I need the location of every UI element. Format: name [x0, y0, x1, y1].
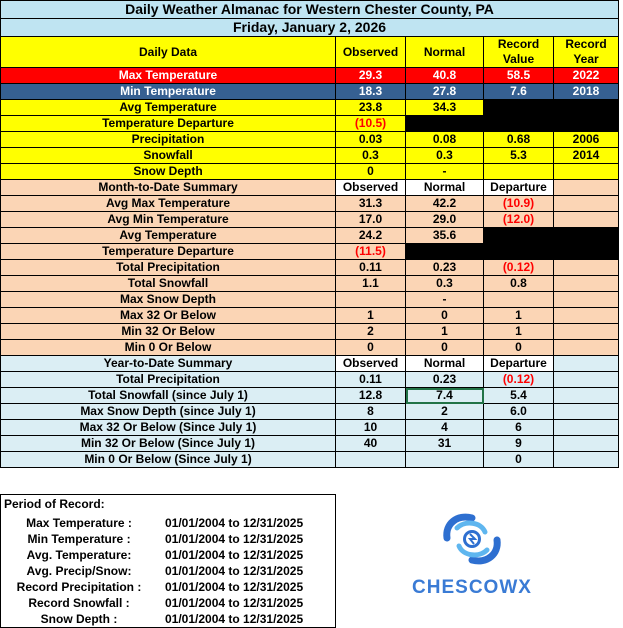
blank-cell — [484, 100, 554, 116]
daily-row-snowdepth — [1, 164, 619, 180]
mtd-header-observed: Observed — [336, 180, 406, 196]
mtd-label: Temperature Departure — [1, 244, 336, 260]
daily-label: Temperature Departure — [1, 116, 336, 132]
blank-cell — [554, 212, 619, 228]
daily-record-value: 0.68 — [484, 132, 554, 148]
mtd-departure — [484, 292, 554, 308]
daily-row-max — [1, 68, 619, 84]
blank-cell — [406, 116, 484, 132]
blank-cell — [554, 452, 619, 468]
daily-normal: 27.8 — [406, 84, 484, 100]
blank-cell — [554, 196, 619, 212]
ytd-observed: 10 — [336, 420, 406, 436]
period-of-record-row — [1, 595, 335, 611]
blank-cell — [554, 164, 619, 180]
blank-cell — [554, 228, 619, 244]
mtd-row — [1, 292, 619, 308]
period-of-record-row — [1, 579, 335, 595]
mtd-normal: 0 — [406, 340, 484, 356]
blank-cell — [554, 116, 619, 132]
blank-cell — [554, 260, 619, 276]
period-label: Max Temperature : — [26, 516, 132, 530]
mtd-observed: 0.11 — [336, 260, 406, 276]
daily-record-value: 7.6 — [484, 84, 554, 100]
ytd-normal: 0.23 — [406, 372, 484, 388]
mtd-normal: 29.0 — [406, 212, 484, 228]
mtd-departure: 1 — [484, 308, 554, 324]
mtd-label: Max Snow Depth — [1, 292, 336, 308]
date-title: Friday, January 2, 2026 — [1, 19, 619, 37]
blank-cell — [484, 164, 554, 180]
ytd-normal — [406, 452, 484, 468]
blank-cell — [554, 324, 619, 340]
mtd-label: Total Snowfall — [1, 276, 336, 292]
ytd-departure: 0 — [484, 452, 554, 468]
mtd-observed: 0 — [336, 340, 406, 356]
daily-record-year: 2014 — [554, 148, 619, 164]
daily-header-record-year: Record Year — [554, 37, 619, 68]
chescowx-logo — [372, 508, 572, 598]
ytd-label: Total Snowfall (since July 1) — [1, 388, 336, 404]
blank-cell — [554, 100, 619, 116]
ytd-row — [1, 388, 619, 404]
mtd-departure: 0.8 — [484, 276, 554, 292]
ytd-normal: 2 — [406, 404, 484, 420]
ytd-normal: 31 — [406, 436, 484, 452]
daily-row-departure — [1, 116, 619, 132]
blank-cell — [484, 244, 554, 260]
daily-normal: 0.08 — [406, 132, 484, 148]
period-label: Snow Depth : — [40, 612, 118, 626]
mtd-observed: 1.1 — [336, 276, 406, 292]
daily-observed: 0.03 — [336, 132, 406, 148]
daily-header-label: Daily Data — [1, 37, 336, 68]
daily-label: Max Temperature — [1, 68, 336, 84]
period-label: Min Temperature : — [27, 532, 131, 546]
daily-observed: (10.5) — [336, 116, 406, 132]
mtd-observed: (11.5) — [336, 244, 406, 260]
mtd-normal: - — [406, 292, 484, 308]
mtd-label: Max 32 Or Below — [1, 308, 336, 324]
ytd-row — [1, 372, 619, 388]
mtd-departure: (10.9) — [484, 196, 554, 212]
period-label: Record Snowfall : — [28, 596, 130, 610]
ytd-observed: 40 — [336, 436, 406, 452]
ytd-label: Min 0 Or Below (Since July 1) — [1, 452, 336, 468]
daily-normal: 34.3 — [406, 100, 484, 116]
daily-normal: 40.8 — [406, 68, 484, 84]
daily-normal: - — [406, 164, 484, 180]
daily-row-snowfall — [1, 148, 619, 164]
mtd-header-label: Month-to-Date Summary — [1, 180, 336, 196]
ytd-normal[interactable]: 7.4 — [406, 388, 484, 404]
page-title: Daily Weather Almanac for Western Chester County, PA — [1, 1, 619, 19]
ytd-header-departure: Departure — [484, 356, 554, 372]
blank-cell — [554, 340, 619, 356]
daily-observed: 0.3 — [336, 148, 406, 164]
mtd-header-normal: Normal — [406, 180, 484, 196]
ytd-observed — [336, 452, 406, 468]
blank-cell — [554, 292, 619, 308]
daily-label: Precipitation — [1, 132, 336, 148]
blank-cell — [484, 228, 554, 244]
blank-cell — [554, 404, 619, 420]
period-of-record-row — [1, 515, 335, 531]
daily-label: Min Temperature — [1, 84, 336, 100]
period-range: 01/01/2004 to 12/31/2025 — [165, 580, 304, 594]
period-of-record-title: Period of Record: — [4, 497, 105, 511]
mtd-normal: 0.3 — [406, 276, 484, 292]
mtd-row — [1, 308, 619, 324]
mtd-observed: 1 — [336, 308, 406, 324]
mtd-departure: (12.0) — [484, 212, 554, 228]
period-of-record-row — [1, 547, 335, 563]
ytd-label: Total Precipitation — [1, 372, 336, 388]
mtd-label: Avg Temperature — [1, 228, 336, 244]
ytd-header-normal: Normal — [406, 356, 484, 372]
mtd-normal: 1 — [406, 324, 484, 340]
blank-cell — [484, 116, 554, 132]
ytd-label: Max Snow Depth (since July 1) — [1, 404, 336, 420]
mtd-label: Min 32 Or Below — [1, 324, 336, 340]
ytd-departure: (0.12) — [484, 372, 554, 388]
blank-cell — [554, 436, 619, 452]
period-label: Avg. Precip/Snow: — [26, 564, 132, 578]
blank-cell — [554, 244, 619, 260]
daily-label: Avg Temperature — [1, 100, 336, 116]
blank-cell — [554, 356, 619, 372]
period-range: 01/01/2004 to 12/31/2025 — [165, 548, 304, 562]
mtd-row — [1, 340, 619, 356]
mtd-normal: 35.6 — [406, 228, 484, 244]
ytd-label: Min 32 Or Below (Since July 1) — [1, 436, 336, 452]
ytd-header-label: Year-to-Date Summary — [1, 356, 336, 372]
period-of-record-row — [1, 531, 335, 547]
mtd-row — [1, 244, 619, 260]
ytd-row — [1, 420, 619, 436]
period-range: 01/01/2004 to 12/31/2025 — [165, 564, 304, 578]
period-label: Avg. Temperature: — [26, 548, 132, 562]
mtd-row — [1, 260, 619, 276]
mtd-normal: 0 — [406, 308, 484, 324]
period-range: 01/01/2004 to 12/31/2025 — [165, 596, 304, 610]
ytd-observed: 8 — [336, 404, 406, 420]
blank-cell — [554, 372, 619, 388]
ytd-header-observed: Observed — [336, 356, 406, 372]
mtd-row — [1, 212, 619, 228]
daily-header-record-value: Record Value — [484, 37, 554, 68]
daily-row-avg — [1, 100, 619, 116]
ytd-label: Max 32 Or Below (Since July 1) — [1, 420, 336, 436]
daily-observed: 18.3 — [336, 84, 406, 100]
daily-header-row — [1, 37, 619, 68]
daily-label: Snow Depth — [1, 164, 336, 180]
daily-header-normal: Normal — [406, 37, 484, 68]
hurricane-icon — [437, 508, 507, 570]
period-of-record-row — [1, 563, 335, 579]
mtd-header-departure: Departure — [484, 180, 554, 196]
blank-cell — [554, 180, 619, 196]
daily-normal: 0.3 — [406, 148, 484, 164]
daily-label: Snowfall — [1, 148, 336, 164]
blank-cell — [406, 244, 484, 260]
ytd-row — [1, 452, 619, 468]
daily-row-precip — [1, 132, 619, 148]
daily-record-year: 2006 — [554, 132, 619, 148]
daily-record-year: 2018 — [554, 84, 619, 100]
period-of-record-row — [1, 611, 335, 627]
mtd-normal: 0.23 — [406, 260, 484, 276]
blank-cell — [554, 276, 619, 292]
ytd-observed: 12.8 — [336, 388, 406, 404]
ytd-departure: 9 — [484, 436, 554, 452]
blank-cell — [554, 388, 619, 404]
daily-observed: 0 — [336, 164, 406, 180]
daily-header-observed: Observed — [336, 37, 406, 68]
daily-observed: 23.8 — [336, 100, 406, 116]
ytd-observed: 0.11 — [336, 372, 406, 388]
blank-cell — [554, 420, 619, 436]
mtd-row — [1, 324, 619, 340]
mtd-label: Total Precipitation — [1, 260, 336, 276]
mtd-observed — [336, 292, 406, 308]
mtd-label: Avg Min Temperature — [1, 212, 336, 228]
daily-record-value: 5.3 — [484, 148, 554, 164]
mtd-departure: 1 — [484, 324, 554, 340]
mtd-row — [1, 276, 619, 292]
mtd-observed: 17.0 — [336, 212, 406, 228]
daily-observed: 29.3 — [336, 68, 406, 84]
mtd-departure: (0.12) — [484, 260, 554, 276]
mtd-row — [1, 228, 619, 244]
mtd-label: Avg Max Temperature — [1, 196, 336, 212]
ytd-departure: 5.4 — [484, 388, 554, 404]
mtd-row — [1, 196, 619, 212]
mtd-normal: 42.2 — [406, 196, 484, 212]
mtd-observed: 24.2 — [336, 228, 406, 244]
mtd-observed: 2 — [336, 324, 406, 340]
ytd-row — [1, 436, 619, 452]
ytd-departure: 6.0 — [484, 404, 554, 420]
ytd-row — [1, 404, 619, 420]
logo-text: CHESCOWX — [412, 577, 532, 598]
period-range: 01/01/2004 to 12/31/2025 — [165, 532, 304, 546]
mtd-departure: 0 — [484, 340, 554, 356]
daily-record-year: 2022 — [554, 68, 619, 84]
mtd-header-row — [1, 180, 619, 196]
mtd-label: Min 0 Or Below — [1, 340, 336, 356]
ytd-departure: 6 — [484, 420, 554, 436]
daily-record-value: 58.5 — [484, 68, 554, 84]
daily-row-min — [1, 84, 619, 100]
ytd-normal: 4 — [406, 420, 484, 436]
period-range: 01/01/2004 to 12/31/2025 — [165, 516, 304, 530]
ytd-header-row — [1, 356, 619, 372]
period-label: Record Precipitation : — [16, 580, 142, 594]
period-range: 01/01/2004 to 12/31/2025 — [165, 612, 304, 626]
period-of-record — [0, 494, 336, 628]
mtd-observed: 31.3 — [336, 196, 406, 212]
blank-cell — [554, 308, 619, 324]
